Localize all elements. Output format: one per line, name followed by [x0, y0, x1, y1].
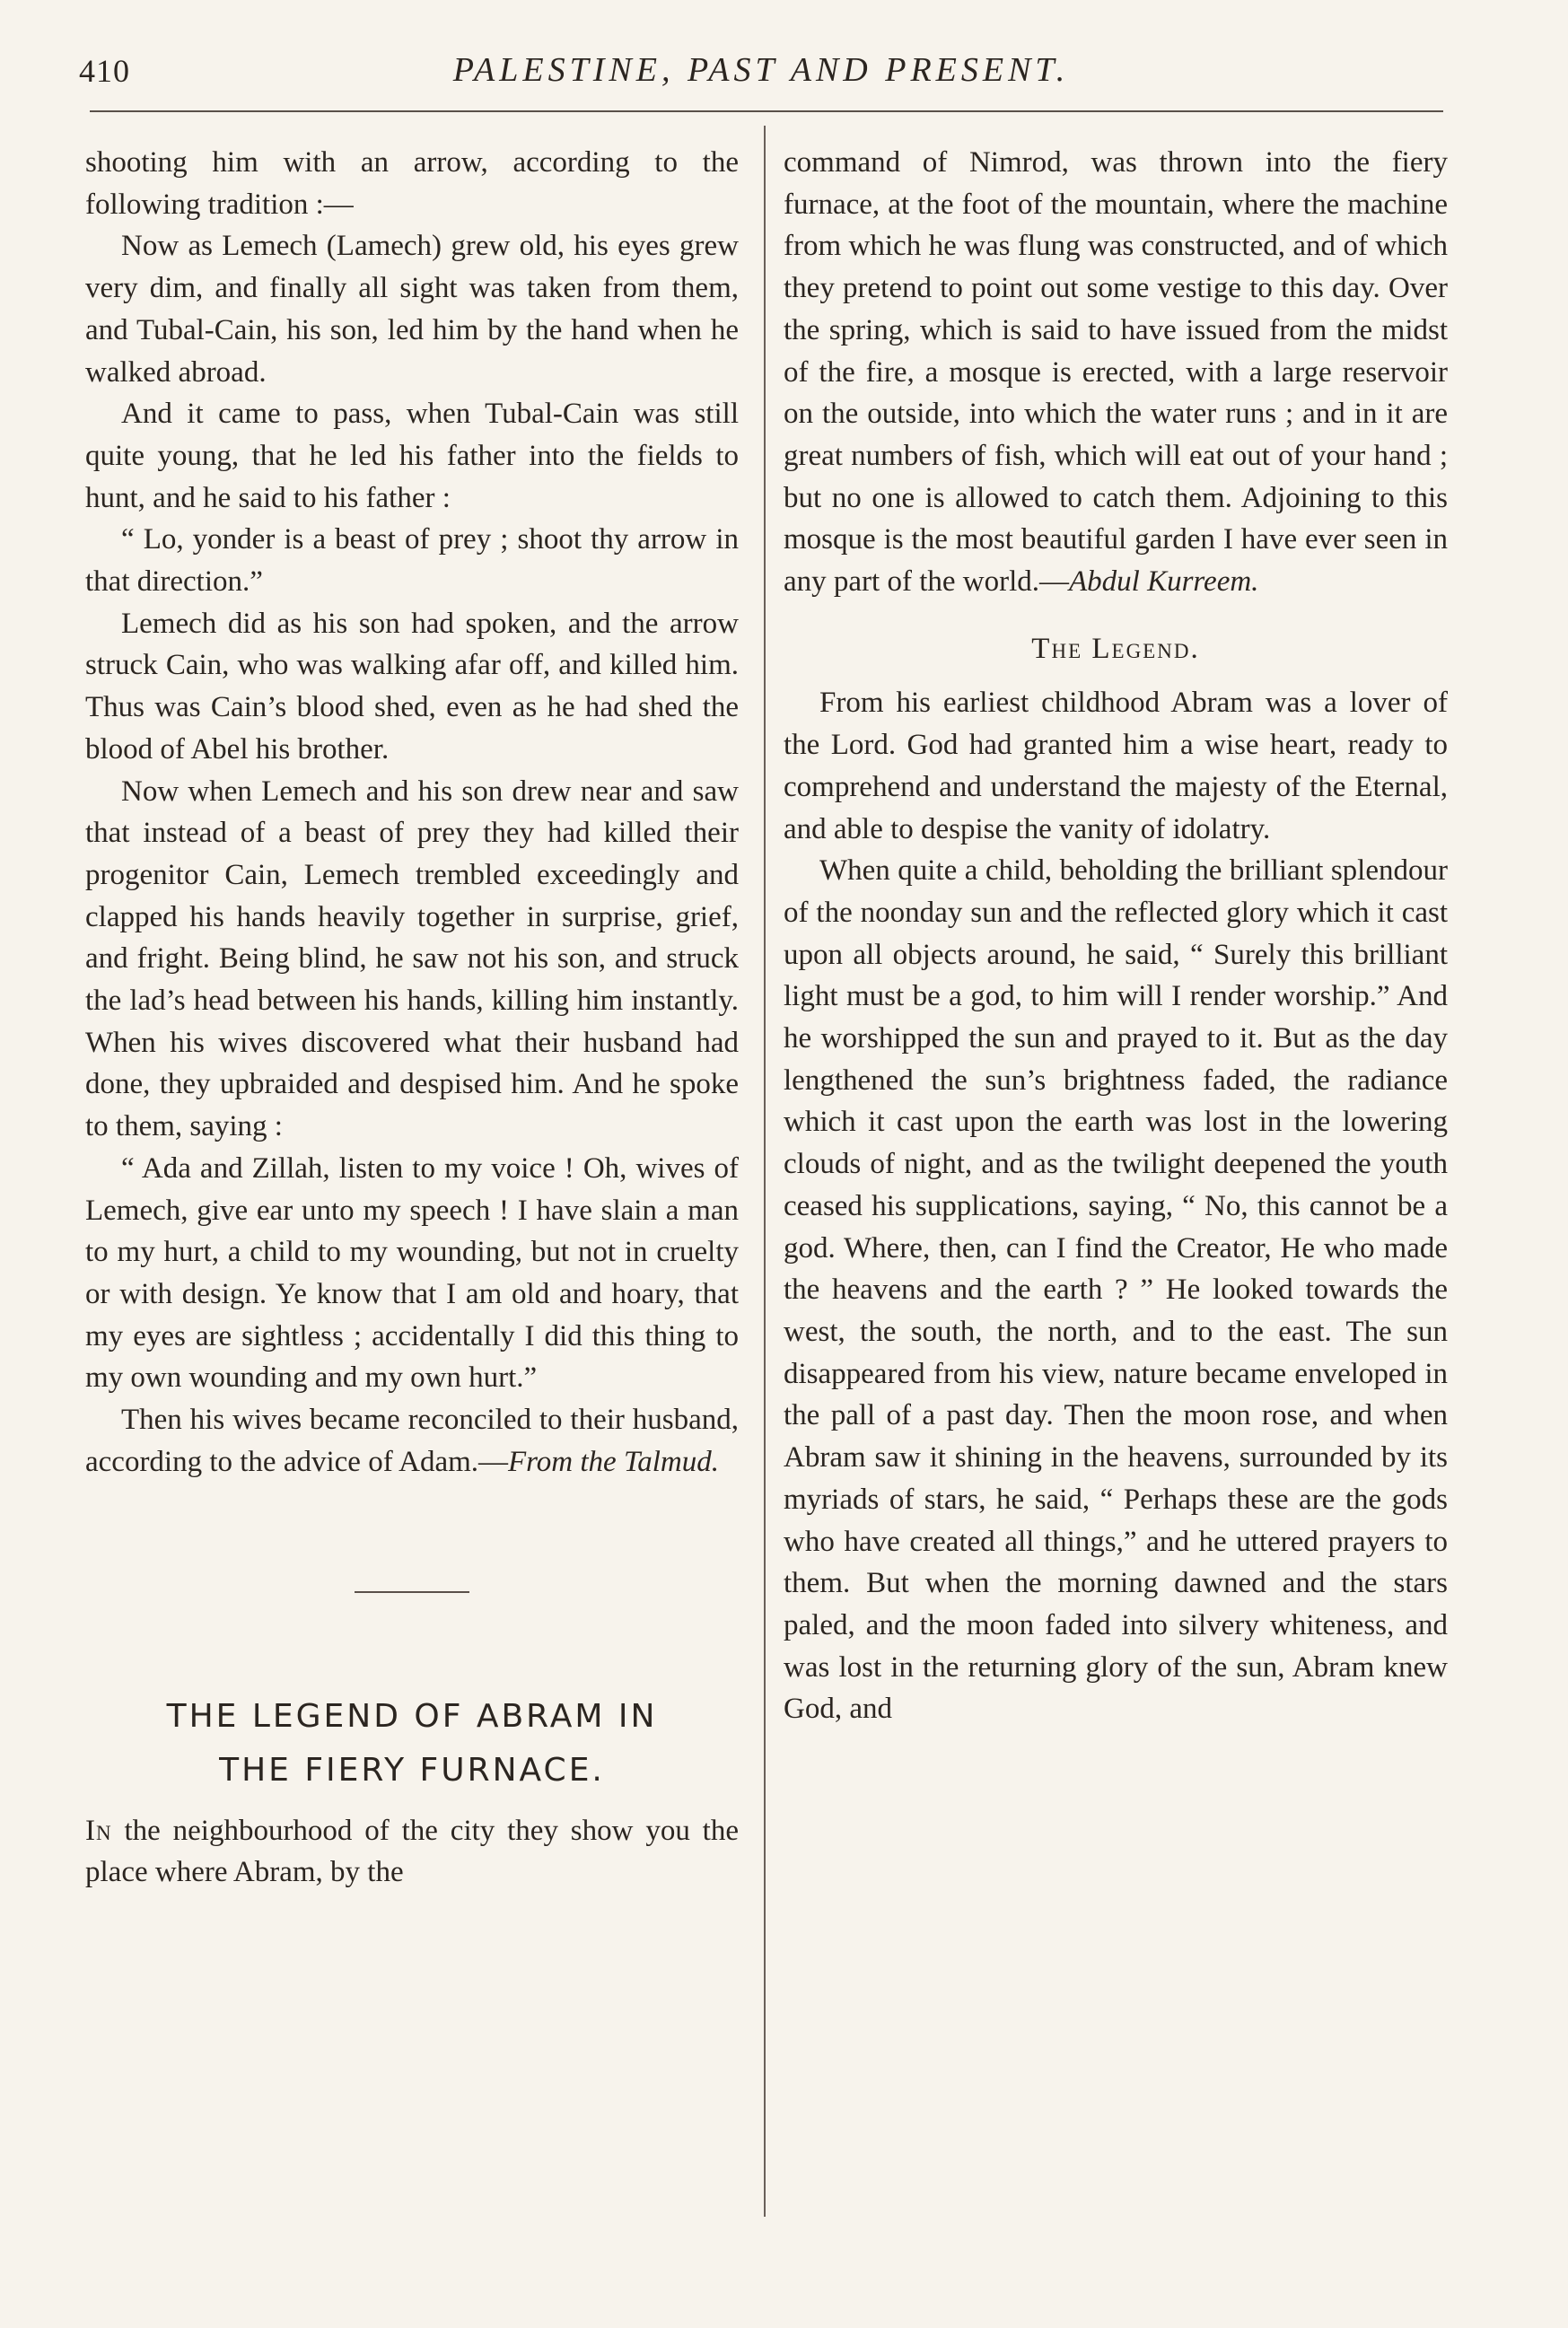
- paragraph: Now when Lemech and his son drew near and saw that instead of a beast of prey they had killed their progenitor Cain, Lemech trembled exceedingly and clapped his hands heavily together in surprise, grief, and fright. Being blind, he saw not his son, and struck the lad’s head between his hands, killing him instantly. When his wives discovered what their husband had done, they upbraided and despised him. And he spoke to them, saying :: [85, 775, 739, 1143]
- continued-text: command of Nimrod, was thrown into the fiery furnace, at the foot of the mountain, where the machine from which he was flung was constructed, and of which they pretend to point out some vestige to this day. Over the spring, which is said to have issued from the midst of the fire, a mosque is erected, with a large reservoir on the outside, into which the water runs ; and in it are great numbers of fish, which will eat out of your hand ; but no one is allowed to catch them. Adjoining to this mosque is the most beautiful garden I have ever seen in any part of the world.—: [784, 146, 1448, 599]
- paragraph: shooting him with an arrow, according to the following tradition :—: [85, 146, 739, 221]
- paragraph: From his earliest childhood Abram was a lover of the Lord. God had granted him a wise heart, ready to comprehend and understand the majesty of the Eternal, and able to despise the vanity of idolatry.: [784, 687, 1448, 845]
- section-opening-paragraph: [85, 1810, 739, 1894]
- paragraph: Lemech did as his son had spoken, and the arrow struck Cain, who was walking afar off, and killed him. Thus was Cain’s blood shed, even as he had shed the blood of Abel his brother.: [85, 607, 739, 766]
- section-separator: [355, 1591, 469, 1593]
- section-opening-text: the neighbourhood of the city they show you the place where Abram, by the: [85, 1814, 739, 1889]
- closing-paragraph: [85, 1399, 739, 1483]
- header-rule: [90, 110, 1443, 112]
- right-column: [784, 142, 1448, 1730]
- source-attribution: Abdul Kurreem.: [1069, 565, 1259, 599]
- source-attribution: From the Talmud.: [508, 1445, 720, 1478]
- continued-paragraph: [784, 142, 1448, 603]
- column-divider: [764, 126, 766, 2217]
- section-title: [85, 1690, 739, 1798]
- paragraph: And it came to pass, when Tubal-Cain was still quite young, that he led his father into the fields to hunt, and he said to his father :: [85, 398, 739, 514]
- section-title-line: THE FIERY FURNACE.: [219, 1751, 605, 1789]
- page-number: 410: [79, 53, 130, 89]
- paragraph: “ Lo, yonder is a beast of prey ; shoot thy arrow in that direction.”: [85, 523, 739, 599]
- section-title-line: THE LEGEND OF ABRAM IN: [166, 1697, 658, 1735]
- paragraph: Now as Lemech (Lamech) grew old, his eyes grew very dim, and finally all sight was taken from them, and Tubal-Cain, his son, led him by the hand when he walked abroad.: [85, 230, 739, 389]
- left-column: [85, 142, 739, 1894]
- paragraph: “ Ada and Zillah, listen to my voice ! Oh, wives of Lemech, give ear unto my speech ! I have slain a man to my hurt, a child to my wounding, but not in cruelty or with design. Ye know that I am old and hoary, that my eyes are sightless ; accidentally I did this thing to my own wounding and my own hurt.”: [85, 1151, 739, 1395]
- closing-text: Then his wives became reconciled to their husband, according to the advice of Adam.—: [85, 1404, 739, 1478]
- running-title: PALESTINE, PAST AND PRESENT.: [452, 51, 1070, 89]
- lead-in-word: In: [85, 1814, 112, 1847]
- subheading: The Legend.: [1031, 632, 1200, 665]
- page-header: [79, 47, 1443, 101]
- paragraph: When quite a child, beholding the brilliant splendour of the noonday sun and the reflected glory which it cast upon all objects around, he said, “ Surely this brilliant light must be a god, to him will I render worship.” And he worshipped the sun and prayed to it. But as the day lengthened the sun’s brightness faded, the radiance which it cast upon the earth was lost in the lowering clouds of night, and as the twilight deepened the youth ceased his supplications, saying, “ No, this cannot be a god. Where, then, can I find the Creator, He who made the heavens and the earth ? ” He looked towards the west, the south, the north, and to the east. The sun disappeared from his view, nature became enveloped in the pall of a past day. Then the moon rose, and when Abram saw it shining in the heavens, surrounded by its myriads of stars, he said, “ Perhaps these are the gods who have created all things,” and he uttered prayers to them. But when the morning dawned and the stars paled, and the moon faded into silvery whiteness, and was lost in the returning glory of the sun, Abram knew God, and: [784, 854, 1448, 1726]
